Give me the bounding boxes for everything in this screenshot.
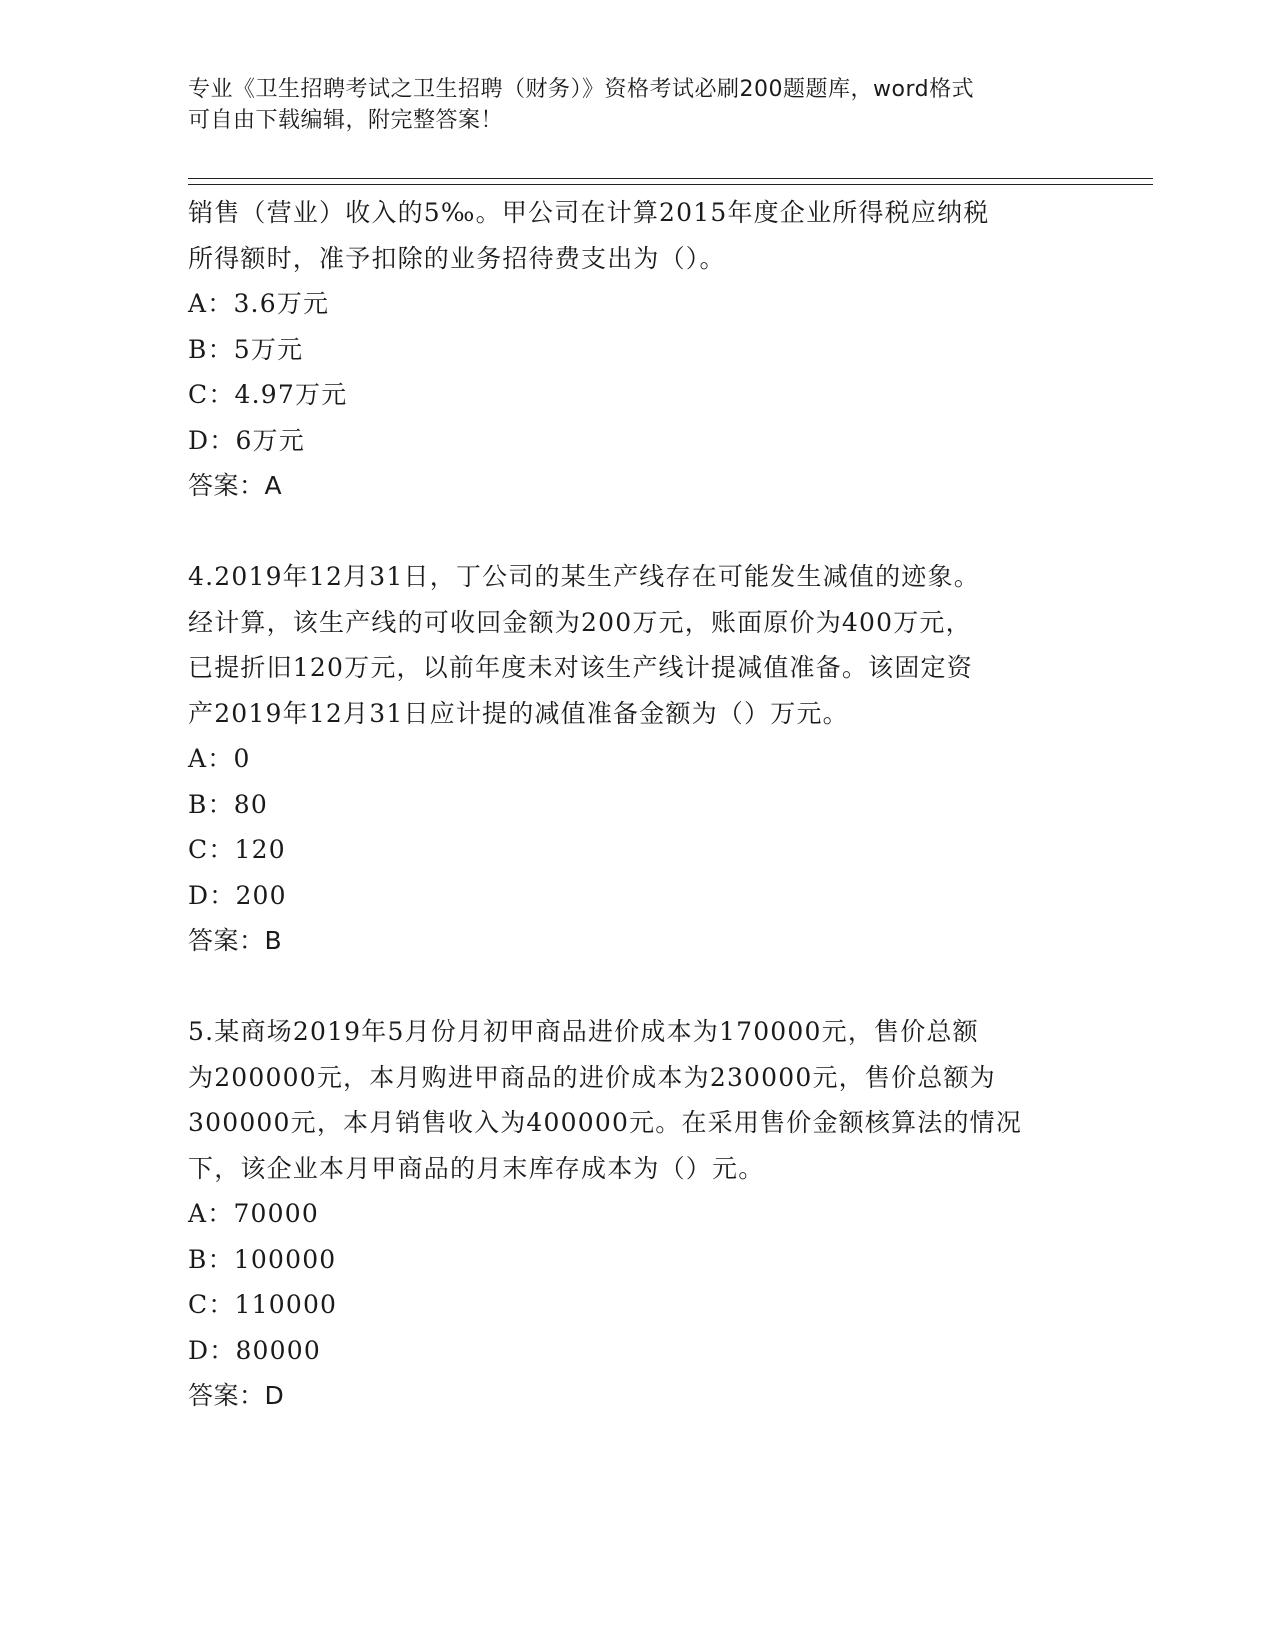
option-c: C：110000 [188, 1290, 338, 1319]
header-divider-bottom [188, 184, 1153, 185]
question-text-line: 所得额时，准予扣除的业务招待费支出为（）。 [188, 243, 726, 273]
option-a: A：0 [188, 744, 251, 773]
option-d: D：200 [188, 880, 287, 910]
option-d: D：80000 [188, 1335, 321, 1365]
question-text-line: 300000元，本月销售收入为400000元。在采用售价金额核算法的情况 [188, 1108, 1023, 1137]
option-a: A：3.6万元 [188, 289, 330, 318]
option-b: B：100000 [188, 1244, 337, 1274]
question-text-line: 销售（营业）收入的5‰。甲公司在计算2015年度企业所得税应纳税 [188, 198, 990, 227]
question-text-line: 4.2019年12月31日，丁公司的某生产线存在可能发生减值的迹象。 [188, 562, 980, 591]
question-text-line: 为200000元，本月购进甲商品的进价成本为230000元，售价总额为 [188, 1062, 996, 1092]
option-c: C：120 [188, 835, 286, 864]
question-4 [188, 554, 1088, 964]
header-title-line-2: 可自由下载编辑，附完整答案！ [188, 108, 504, 133]
question-body [188, 190, 1088, 1419]
question-text-line: 经计算，该生产线的可收回金额为200万元，账面原价为400万元， [188, 607, 972, 637]
answer: 答案：B [188, 926, 283, 955]
question-text-line: 下，该企业本月甲商品的月末库存成本为（）元。 [188, 1153, 765, 1183]
header-title-line-1: 专业《卫生招聘考试之卫生招聘（财务）》资格考试必刷200题题库，word格式 [188, 77, 975, 102]
question-3 [188, 190, 1088, 509]
question-text-line: 5.某商场2019年5月份月初甲商品进价成本为170000元，售价总额 [188, 1017, 979, 1046]
spacer [188, 964, 1088, 1010]
option-b: B：80 [188, 789, 268, 819]
option-a: A：70000 [188, 1199, 319, 1228]
answer: 答案：A [188, 471, 283, 500]
spacer [188, 509, 1088, 555]
question-text-line: 已提折旧120万元，以前年度未对该生产线计提减值准备。该固定资 [188, 653, 973, 682]
question-text-line: 产2019年12月31日应计提的减值准备金额为（）万元。 [188, 698, 849, 728]
answer: 答案：D [188, 1381, 285, 1410]
option-b: B：5万元 [188, 334, 304, 364]
document-header [188, 74, 1068, 136]
question-5 [188, 1009, 1088, 1419]
option-c: C：4.97万元 [188, 380, 348, 409]
option-d: D：6万元 [188, 425, 305, 455]
header-divider-top [188, 178, 1153, 179]
